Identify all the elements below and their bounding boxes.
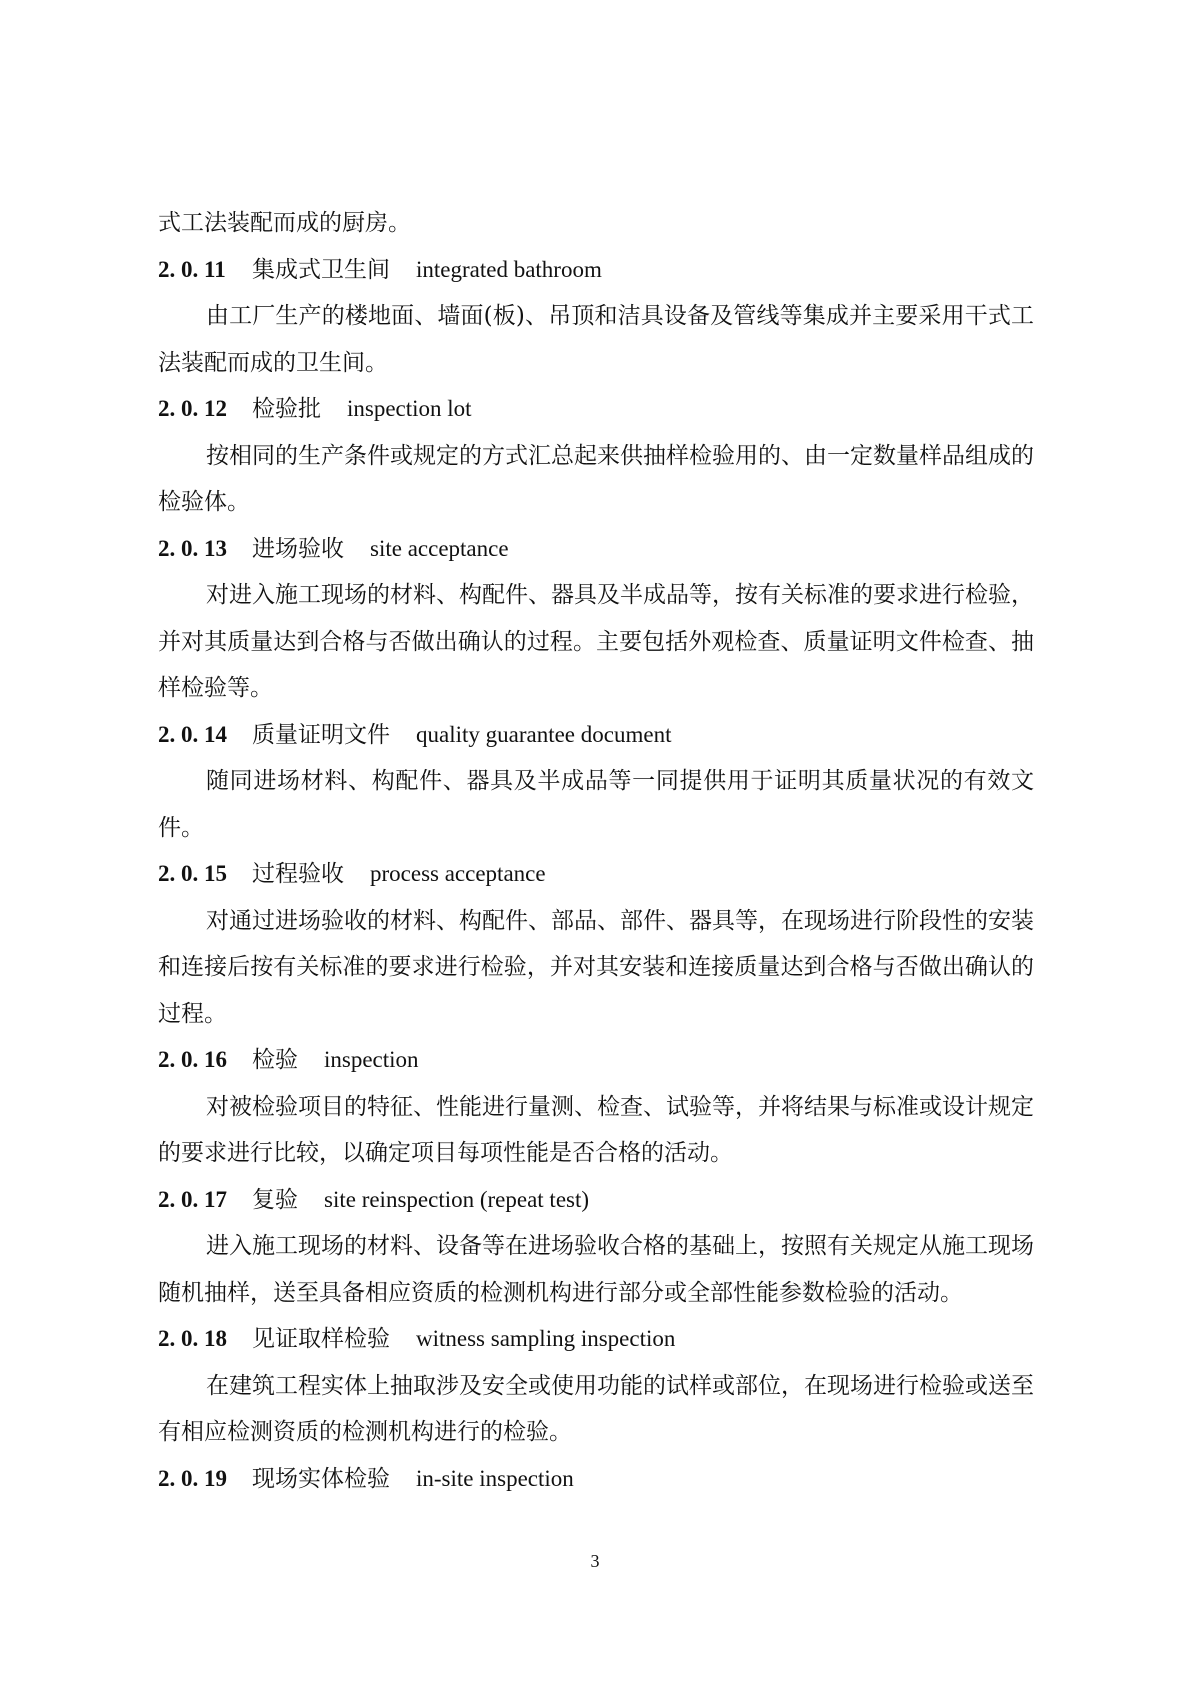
term-definition: 按相同的生产条件或规定的方式汇总起来供抽样检验用的、由一定数量样品组成的检验体。	[158, 442, 1034, 515]
term-number: 2. 0. 13	[158, 535, 227, 561]
term-definition: 对通过进场验收的材料、构配件、部品、部件、器具等，在现场进行阶段性的安装和连接后按有关标准的要求进行检验，并对其安装和连接质量达到合格与否做出确认的过程。	[158, 907, 1034, 1027]
term-chinese: 见证取样检验	[252, 1326, 390, 1352]
term-number: 2. 0. 15	[158, 861, 227, 886]
term-definition: 进入施工现场的材料、设备等在进场验收合格的基础上，按照有关规定从施工现场随机抽样，送至具备相应资质的检测机构进行部分或全部性能参数检验的活动。	[158, 1233, 1034, 1306]
term-chinese: 现场实体检验	[252, 1465, 390, 1492]
term-number: 2. 0. 12	[158, 396, 227, 421]
term-english: witness sampling inspection	[416, 1326, 676, 1351]
continued-text: 式工法装配而成的厨房。	[158, 210, 411, 236]
term-heading	[158, 1037, 1034, 1084]
term-chinese: 检验批	[252, 396, 321, 422]
term-definition: 由工厂生产的楼地面、墙面(板)、吊顶和洁具设备及管线等集成并主要采用干式工法装配而成的卫生间。	[158, 303, 1034, 376]
term-number: 2. 0. 14	[158, 721, 227, 747]
term-heading	[158, 1316, 1034, 1363]
term-heading	[158, 1177, 1034, 1224]
term-definition: 随同进场材料、构配件、器具及半成品等一同提供用于证明其质量状况的有效文件。	[158, 768, 1034, 841]
term-definition: 在建筑工程实体上抽取涉及安全或使用功能的试样或部位，在现场进行检验或送至有相应检测资质的检测机构进行的检验。	[158, 1372, 1034, 1445]
term-english: integrated bathroom	[416, 256, 602, 282]
term-english: process acceptance	[370, 861, 546, 886]
term-heading	[158, 712, 1034, 759]
term-chinese: 质量证明文件	[252, 721, 390, 748]
term-heading	[158, 526, 1034, 573]
term-english: in-site inspection	[416, 1465, 574, 1491]
term-number: 2. 0. 11	[158, 256, 226, 282]
term-heading	[158, 1456, 1034, 1503]
term-definition: 对进入施工现场的材料、构配件、器具及半成品等，按有关标准的要求进行检验，并对其质量达到合格与否做出确认的过程。主要包括外观检查、质量证明文件检查、抽样检验等。	[158, 582, 1034, 701]
term-chinese: 集成式卫生间	[252, 256, 390, 283]
page-number: 3	[590, 1551, 600, 1571]
term-heading	[158, 851, 1034, 898]
term-english: quality guarantee document	[416, 721, 672, 747]
term-english: site acceptance	[370, 535, 509, 561]
term-english: inspection lot	[347, 396, 472, 421]
term-heading	[158, 386, 1034, 433]
term-chinese: 进场验收	[252, 535, 344, 562]
term-number: 2. 0. 19	[158, 1465, 227, 1491]
term-heading	[158, 247, 1034, 294]
term-number: 2. 0. 17	[158, 1186, 227, 1212]
term-chinese: 复验	[252, 1186, 298, 1213]
document-body	[158, 200, 1034, 1502]
term-number: 2. 0. 16	[158, 1047, 227, 1072]
term-chinese: 检验	[252, 1047, 298, 1073]
term-english: site reinspection (repeat test)	[324, 1186, 590, 1212]
term-definition: 对被检验项目的特征、性能进行量测、检查、试验等，并将结果与标准或设计规定的要求进行比较，以确定项目每项性能是否合格的活动。	[158, 1093, 1034, 1166]
term-chinese: 过程验收	[252, 861, 344, 887]
term-number: 2. 0. 18	[158, 1326, 227, 1351]
term-english: inspection	[324, 1047, 419, 1072]
